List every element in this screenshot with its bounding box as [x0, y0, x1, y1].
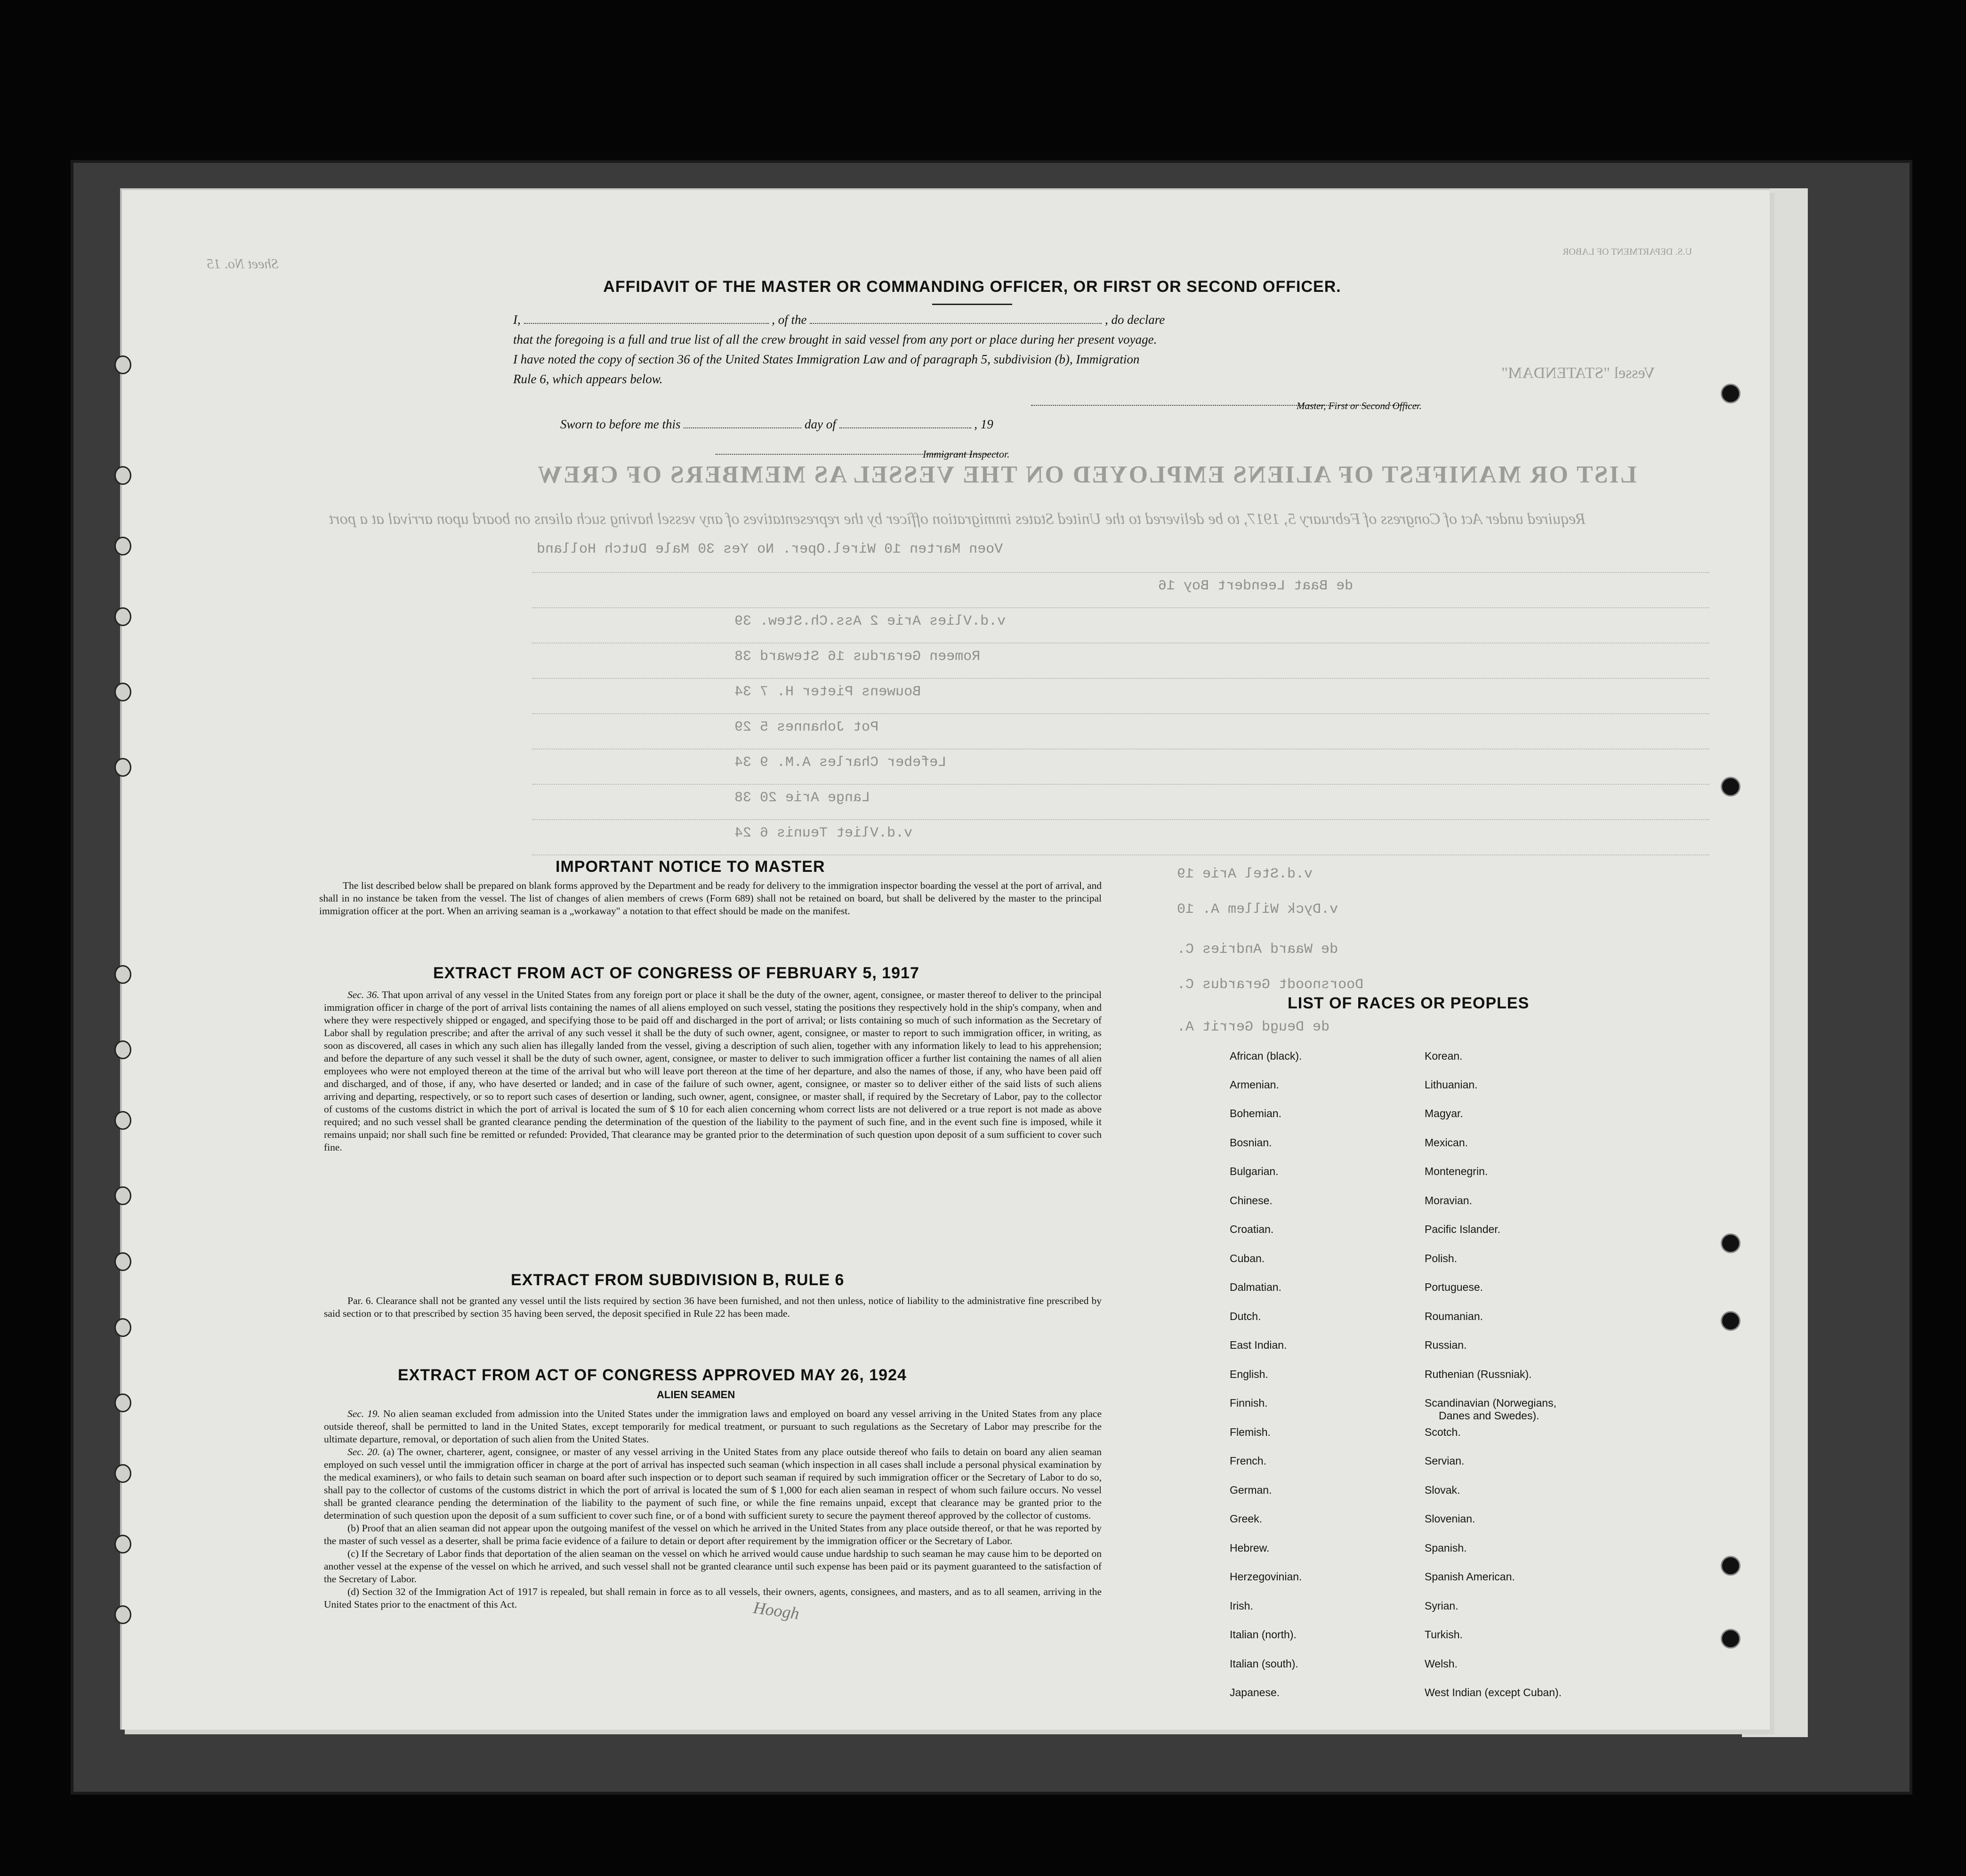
- affidavit-heading: AFFIDAVIT OF THE MASTER OR COMMANDING OFFICER, OR FIRST OR SECOND OFFICER.: [603, 278, 1341, 296]
- binder-hole: [114, 607, 131, 626]
- bleedthrough-rule: [532, 643, 1709, 644]
- affidavit-declare: , do declare: [1105, 313, 1165, 327]
- alien-seamen-subheading: ALIEN SEAMEN: [657, 1389, 735, 1401]
- race-item: Slovenian.: [1425, 1513, 1475, 1525]
- binder-hole: [1721, 1556, 1740, 1576]
- race-item: African (black).: [1230, 1050, 1302, 1062]
- race-item: Moravian.: [1425, 1194, 1472, 1207]
- race-item: Portuguese.: [1425, 1281, 1483, 1293]
- bleedthrough-row: Lefeber Charles A.M. 9 34: [734, 755, 947, 771]
- race-item: Ruthenian (Russniak).: [1425, 1368, 1532, 1380]
- race-item: Bulgarian.: [1230, 1165, 1279, 1177]
- race-item: West Indian (except Cuban).: [1425, 1686, 1562, 1699]
- affidavit-line-3: I have noted the copy of section 36 of the United States Immigration Law and of paragraph 5, subdivision (b), Immigration: [513, 352, 1140, 366]
- binder-hole: [114, 1318, 131, 1337]
- race-item: German.: [1230, 1484, 1272, 1496]
- race-item: Russian.: [1425, 1339, 1467, 1351]
- race-item: Bosnian.: [1230, 1136, 1272, 1149]
- bleedthrough-row: Voen Marten 10 Wirel.Oper. No Yes 30 Male Dutch Holland: [537, 541, 1003, 557]
- master-name-field: [524, 314, 769, 324]
- signature-caption: Master, First or Second Officer.: [1297, 400, 1422, 411]
- extract-1917-body: [324, 989, 1102, 1154]
- handwritten-signature: Hoogh: [752, 1598, 801, 1623]
- affidavit-section: [513, 278, 1431, 462]
- race-item: Danes and Swedes).: [1439, 1409, 1539, 1422]
- race-item: Japanese.: [1230, 1686, 1280, 1699]
- race-item: Montenegrin.: [1425, 1165, 1488, 1177]
- race-item: Chinese.: [1230, 1194, 1273, 1207]
- race-item: Servian.: [1425, 1455, 1465, 1467]
- binder-hole: [114, 355, 131, 374]
- race-item: Flemish.: [1230, 1426, 1271, 1438]
- binder-hole: [1721, 384, 1740, 403]
- race-item: Korean.: [1425, 1050, 1463, 1062]
- bleedthrough-row: v.d.Vliet Teunis 6 24: [734, 825, 913, 841]
- important-notice-heading: IMPORTANT NOTICE TO MASTER: [556, 858, 825, 876]
- race-item: Croatian.: [1230, 1223, 1274, 1235]
- race-item: Armenian.: [1230, 1079, 1279, 1091]
- race-item: Mexican.: [1425, 1136, 1468, 1149]
- race-item: Finnish.: [1230, 1397, 1268, 1409]
- race-item: Pacific Islander.: [1425, 1223, 1501, 1235]
- inspector-caption: Immigrant Inspector.: [923, 448, 1010, 460]
- binder-hole: [1721, 777, 1740, 797]
- bleedthrough-row: de Waard Andries C.: [1177, 942, 1338, 958]
- race-item: French.: [1230, 1455, 1266, 1467]
- bleedthrough-rule: [532, 819, 1709, 820]
- extract-1924-body: [324, 1408, 1102, 1611]
- race-item: Lithuanian.: [1425, 1079, 1478, 1091]
- race-item: Spanish.: [1425, 1542, 1467, 1554]
- race-item: Spanish American.: [1425, 1570, 1515, 1583]
- race-item: Italian (south).: [1230, 1658, 1298, 1670]
- bleedthrough-rule: [532, 713, 1709, 714]
- affidavit-i: I,: [513, 313, 521, 327]
- extract-1917-heading: EXTRACT FROM ACT OF CONGRESS OF FEBRUARY 5, 1917: [433, 964, 919, 982]
- race-item: Cuban.: [1230, 1252, 1265, 1264]
- race-item: Slovak.: [1425, 1484, 1460, 1496]
- race-item: Scotch.: [1425, 1426, 1461, 1438]
- bleedthrough-row: v.d.Vlies Arie 2 Ass.Ch.Stew. 39: [734, 613, 1006, 629]
- race-item: Scandinavian (Norwegians,: [1425, 1397, 1556, 1409]
- extract-rule6-heading: EXTRACT FROM SUBDIVISION B, RULE 6: [511, 1271, 845, 1289]
- race-item: Syrian.: [1425, 1600, 1458, 1612]
- bleedthrough-sheet-number: Sheet No. 15: [207, 256, 279, 272]
- bleedthrough-vessel: Vessel "STATENDAM": [1501, 364, 1655, 382]
- bleedthrough-rule: [532, 572, 1709, 573]
- race-item: English.: [1230, 1368, 1268, 1380]
- bleedthrough-row: de Deugd Gerrit A.: [1177, 1019, 1330, 1035]
- race-item: Irish.: [1230, 1600, 1253, 1612]
- races-heading: LIST OF RACES OR PEOPLES: [1288, 994, 1530, 1012]
- binder-hole: [1721, 1629, 1740, 1649]
- race-item: Dutch.: [1230, 1310, 1261, 1322]
- bleedthrough-title: LIST OR MANIFEST OF ALIENS EMPLOYED ON THE VESSEL AS MEMBERS OF CREW: [536, 461, 1637, 488]
- affidavit-line-4: Rule 6, which appears below.: [513, 372, 663, 386]
- race-item: Magyar.: [1425, 1107, 1463, 1119]
- race-item: Roumanian.: [1425, 1310, 1483, 1322]
- binder-hole: [114, 758, 131, 777]
- sec-20-label: Sec. 20.: [347, 1446, 380, 1457]
- binder-hole: [114, 537, 131, 556]
- bleedthrough-row: v.Dyck Willem A. 10: [1177, 902, 1338, 918]
- sec-20d-text: (d) Section 32 of the Immigration Act of 1917 is repealed, but shall remain in force as to all vessels, their owners, agents, consignees, and masters, and as to all seamen, arriving in the United States prior to the enactment of this Act.: [324, 1586, 1102, 1610]
- bleedthrough-row: v.d.Stel Arie 19: [1177, 866, 1313, 882]
- important-notice-body: The list described below shall be prepared on blank forms approved by the Department and be ready for delivery to the immigration inspector boarding the vessel at the port of arrival, and shall in no instance be taken from the vessel. The list of changes of alien members of crews (Form 689) shall not be retained on board, but shall be delivered by the master to the principal immigration officer at the port. When an arriving seaman is a „workaway" a notation to that effect should be made on the manifest.: [319, 880, 1102, 917]
- binder-hole: [114, 1111, 131, 1130]
- sworn-day-field: [684, 418, 801, 428]
- race-item: Hebrew.: [1230, 1542, 1270, 1554]
- bleedthrough-rule: [532, 678, 1709, 679]
- bleedthrough-row: de Baat Leendert Boy 16: [1158, 578, 1354, 594]
- sworn-year: , 19: [974, 417, 993, 431]
- binder-hole: [114, 1605, 131, 1624]
- signature-row: [513, 389, 1431, 410]
- binder-hole: [114, 466, 131, 485]
- bleedthrough-form-label: U.S. DEPARTMENT OF LABOR: [1563, 247, 1692, 257]
- binder-hole: [114, 965, 131, 984]
- sec-20c-text: (c) If the Secretary of Labor finds that deportation of the alien seaman on the vessel on which he arrived would cause undue hardship to such seaman he may cause him to be deported on another vessel at the expense of the vessel on which he arrived, and such vessel shall not be granted clearance until such expense has been paid or its payment guaranteed to the satisfaction of the Secretary of Labor.: [324, 1548, 1102, 1585]
- affidavit-line-2: that the foregoing is a full and true list of all the crew brought in said vessel from any port or place during her present voyage.: [513, 332, 1157, 346]
- vessel-name-field: [810, 314, 1102, 324]
- divider: [932, 304, 1012, 305]
- race-item: Italian (north).: [1230, 1628, 1297, 1641]
- extract-rule6-body: Par. 6. Clearance shall not be granted any vessel until the lists required by section 36 have been furnished, and not then unless, notice of liability to the administrative fine prescribed by said section or to that prescribed by section 35 having been served, the deposit specified in Rule 22 has been made.: [324, 1295, 1102, 1319]
- binder-hole: [114, 1535, 131, 1554]
- binder-hole: [114, 1186, 131, 1205]
- affidavit-of-the: , of the: [772, 313, 807, 327]
- sec-36-label: Sec. 36.: [347, 989, 379, 1000]
- bleedthrough-row: Doorsnoodt Gerardus C.: [1177, 977, 1364, 993]
- sworn-day-of: day of: [805, 417, 836, 431]
- race-item: Herzegovinian.: [1230, 1570, 1302, 1583]
- sworn-month-field: [839, 418, 971, 428]
- bleedthrough-row: Lange Arie 20 38: [734, 790, 870, 806]
- race-item: Polish.: [1425, 1252, 1458, 1264]
- binder-hole: [114, 1040, 131, 1059]
- bleedthrough-rule: [532, 854, 1709, 855]
- bleedthrough-row: Bouwens Pieter H. 7 34: [734, 684, 921, 700]
- race-item: Dalmatian.: [1230, 1281, 1281, 1293]
- affidavit-declare-line: [513, 310, 1431, 330]
- binder-hole: [1721, 1233, 1740, 1253]
- sec-20a-text: (a) The owner, charterer, agent, consignee, or master of any vessel arriving in the United States from any place outside thereof who fails to detain on board any alien seaman employed on such vessel until the immigration officer in charge at the port of arrival has inspected such seaman (which inspection in all cases shall include a personal physical examination by the medical examiners), or who fails to detain such seaman on board after such inspection or to deport such seaman if required by such immigration officer or the Secretary of Labor to do so, shall pay to the collector of customs of the customs district in which the port of arrival is located the sum of $ 1,000 for each alien seaman in respect of whom such failure occurs. No vessel shall be granted clearance pending the determination of the liability to the payment of such fine, or while the fine remains unpaid, except that clearance may be granted prior to the determination of such question upon the deposit of a sum sufficient to cover such fine, or of a bond with sufficient surety to secure the payment thereof approved by the collector of customs.: [324, 1446, 1102, 1521]
- race-item: Greek.: [1230, 1513, 1263, 1525]
- sec-19-text: No alien seaman excluded from admission into the United States under the immigration laws and employed on board any vessel arriving in the United States from any place outside thereof, shall be permitted to land in the United States, except temporarily for medical treatment, or pursuant to such regulations as the Secretary of Labor may prescribe for the ultimate departure, removal, or deportation of such alien from the United States.: [324, 1408, 1102, 1445]
- binder-hole: [114, 683, 131, 701]
- sec-36-text: That upon arrival of any vessel in the United States from any foreign port or place it shall be the duty of the owner, agent, consignee, or master thereof to deliver to the principal immigration officer in charge of the port of arrival lists containing the names of all aliens employed on such vessel, stating the positions they respectively hold in the ship's company, when and where they were respectively shipped or engaged, and specifying those to be paid off and discharged in the port of arrival; or lists containing so much of such information as the Secretary of Labor shall by regulation prescribe; and after the arrival of any such vessel it shall be the duty of such owner, agent, consignee, or master to report to such immigration officer, in writing, as soon as discovered, all cases in which any such alien has illegally landed from the vessel, giving a description of such alien, together with any information likely to lead to his apprehension; and before the departure of any such vessel it shall be the duty of such owner, agent, consignee, or master to deliver to such immigration officer a further list containing the names of all alien employees who were not employed thereon at the time of the arrival but who will leave port thereon at the time of her departure, and also the names of those, if any, who have been paid off and discharged, and of those, if any, who have deserted or landed; and in case of the failure of such owner, agent, consignee, or master so to deliver either of the said lists of such aliens arriving and departing, respectively, or so to report such cases of desertion or landing, such owner, agent, consignee, or master shall, if required by the Secretary of Labor, pay to the collector of customs of the customs district in which the port of arrival is located the sum of $ 10 for each alien concerning whom correct lists are not delivered or a true report is not made as above required; and no such vessel shall be granted clearance pending the determination of the question of the liability to the payment of such fine, and in the event such fine is imposed, while it remains unpaid; nor shall such fine be remitted or refunded: Provided, That clearance may be granted prior to the determination of such question upon deposit of a sum sufficient to cover such fine.: [324, 989, 1102, 1153]
- race-item: Turkish.: [1425, 1628, 1463, 1641]
- bleedthrough-rule: [532, 607, 1709, 608]
- race-item: Welsh.: [1425, 1658, 1458, 1670]
- binder-hole: [114, 1393, 131, 1412]
- sworn-prefix: Sworn to before me this: [560, 417, 681, 431]
- sworn-line: [513, 414, 1431, 434]
- bleedthrough-subtitle: Required under Act of Congress of February 5, 1917, to be delivered to the United States immigration officer by the representatives of any vessel having such aliens on board upon arrival at a port: [329, 510, 1586, 528]
- extract-1924-heading: EXTRACT FROM ACT OF CONGRESS APPROVED MAY 26, 1924: [398, 1366, 907, 1384]
- sec-19-label: Sec. 19.: [347, 1408, 380, 1419]
- binder-hole: [114, 1464, 131, 1483]
- race-item: East Indian.: [1230, 1339, 1287, 1351]
- inspector-row: [513, 434, 1431, 462]
- bleedthrough-rule: [532, 784, 1709, 785]
- bleedthrough-row: Romeen Gerardus 16 Steward 38: [734, 649, 981, 665]
- bleedthrough-row: Pot Johannes 5 29: [734, 719, 879, 735]
- binder-hole: [1721, 1311, 1740, 1331]
- binder-hole: [114, 1252, 131, 1271]
- race-item: Bohemian.: [1230, 1107, 1281, 1119]
- sec-20b-text: (b) Proof that an alien seaman did not appear upon the outgoing manifest of the vessel on which he arrived in the United States from any place outside thereof, or that he was reported by the master of such vessel as a deserter, shall be prima facie evidence of a failure to detain or deport after requirement by the immigration officer or the Secretary of Labor.: [324, 1522, 1102, 1546]
